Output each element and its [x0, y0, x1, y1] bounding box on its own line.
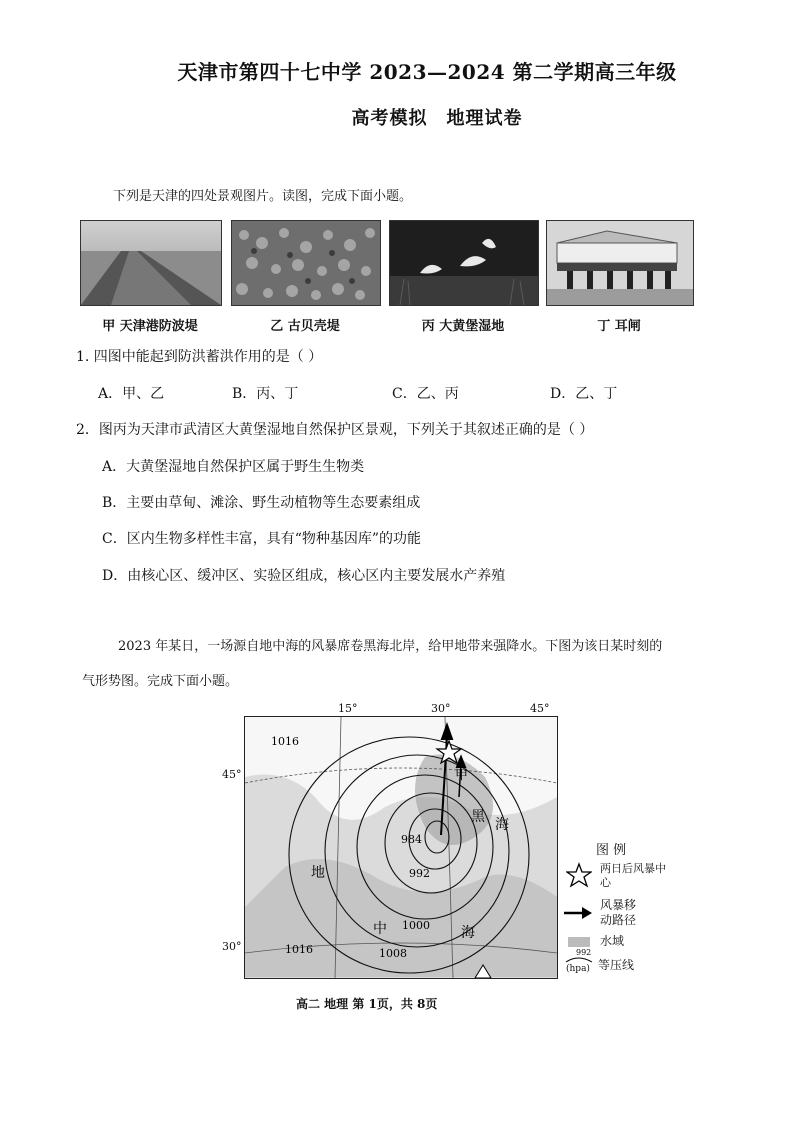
q1-option-c: C．乙、丙 — [392, 386, 459, 402]
place-label-di: 地 — [311, 865, 325, 881]
legend-isobar-sample-value: 992 — [576, 948, 592, 957]
photo-breakwater — [80, 220, 222, 306]
q1-option-b: B．丙、丁 — [232, 386, 299, 402]
caption-yi: 乙 古贝壳堤 — [270, 319, 340, 334]
place-label-jia: 甲 — [455, 768, 469, 783]
legend-water-label: 水域 — [600, 934, 625, 948]
legend-star-icon — [566, 862, 592, 888]
photo-wetland — [389, 220, 539, 306]
legend-arrow-icon — [562, 906, 594, 920]
isobar-label-984: 984 — [401, 833, 422, 846]
legend-title: 图 例 — [596, 843, 627, 858]
lat-label-30: 30° — [222, 940, 242, 953]
photo-erzha-sluice — [546, 220, 694, 306]
caption-bing: 丙 大黄堡湿地 — [421, 319, 505, 334]
q2-option-b: B．主要由草甸、滩涂、野生动植物等生态要素组成 — [102, 495, 421, 511]
lon-label-30: 30° — [431, 702, 451, 715]
caption-jia: 甲 天津港防波堤 — [102, 319, 198, 334]
q1-option-a: A．甲、乙 — [98, 386, 165, 402]
q2-option-c: C．区内生物多样性丰富，具有“物种基因库”的功能 — [102, 531, 422, 547]
isobar-map-svg — [245, 717, 557, 978]
weather-map — [244, 716, 558, 979]
page-footer: 高二 地理 第 1页，共 8页 — [296, 997, 438, 1011]
isobar-label-1016-nw: 1016 — [271, 735, 299, 748]
paper-subtitle: 高考模拟 地理试卷 — [351, 108, 523, 129]
place-label-zhong: 中 — [373, 921, 387, 937]
question-1-stem: 1. 四图中能起到防洪蓄洪作用的是（ ） — [76, 349, 323, 365]
legend-isobar-unit: (hpa) — [566, 964, 590, 974]
section2-line2: 气形势图。完成下面小题。 — [82, 674, 239, 689]
lat-label-45: 45° — [222, 768, 242, 781]
place-label-hai-med: 海 — [461, 925, 475, 941]
isobar-label-1000: 1000 — [402, 919, 430, 932]
caption-ding: 丁 耳闸 — [597, 319, 641, 334]
place-label-hai-black-sea: 海 — [495, 817, 509, 833]
isobar-label-1008: 1008 — [379, 947, 407, 960]
lon-label-45: 45° — [530, 702, 550, 715]
legend-isobar-label: 等压线 — [598, 958, 635, 972]
legend-storm-path-label: 风暴移动路径 — [600, 898, 637, 927]
q1-option-d: D．乙、丁 — [550, 386, 618, 402]
isobar-label-992: 992 — [409, 867, 430, 880]
lon-label-15: 15° — [338, 702, 358, 715]
paper-title: 天津市第四十七中学 2023—2024 第二学期高三年级 — [177, 60, 677, 84]
q2-option-d: D．由核心区、缓冲区、实验区组成，核心区内主要发展水产养殖 — [102, 568, 506, 584]
place-label-hei: 黑 — [471, 809, 485, 825]
photo-shell-ridge — [231, 220, 381, 306]
isobar-label-1016-sw: 1016 — [285, 943, 313, 956]
question-2-stem: 2．图丙为天津市武清区大黄堡湿地自然保护区景观，下列关于其叙述正确的是（ ） — [76, 422, 594, 438]
legend-storm-center-label: 两日后风暴中心 — [600, 862, 666, 889]
section2-line1: 2023 年某日，一场源自地中海的风暴席卷黑海北岸，给甲地带来强降水。下图为该日某时刻的 — [118, 639, 663, 654]
section1-intro: 下列是天津的四处景观图片。读图，完成下面小题。 — [113, 189, 413, 204]
q2-option-a: A．大黄堡湿地自然保护区属于野生生物类 — [102, 459, 365, 475]
